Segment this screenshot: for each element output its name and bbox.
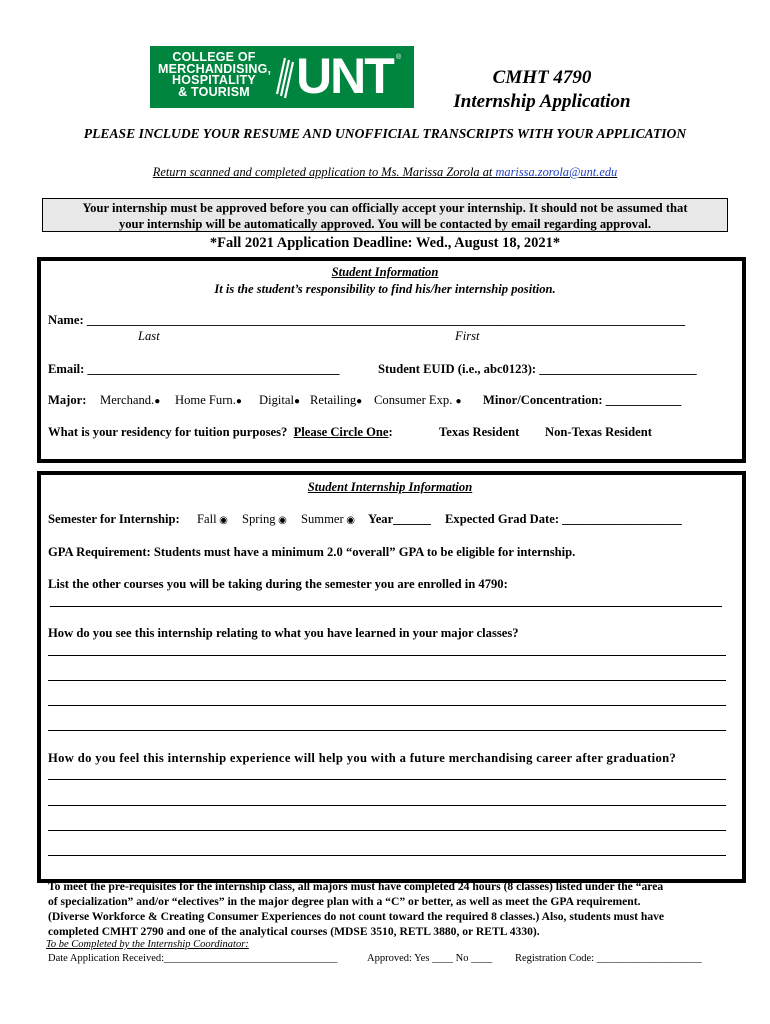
euid-field[interactable]: Student EUID (i.e., abc0123): _________________________ bbox=[378, 362, 697, 376]
semester-option-spring[interactable] bbox=[242, 512, 287, 527]
last-name-caption: Last bbox=[138, 329, 160, 343]
major-option-merchandising[interactable] bbox=[100, 393, 160, 408]
relate-question: How do you see this internship relating to what you have learned in your major classes? bbox=[48, 626, 519, 640]
logo-line: & TOURISM bbox=[178, 84, 250, 99]
semester-label: Semester for Internship: bbox=[48, 512, 180, 526]
major-option-consumer-exp[interactable] bbox=[374, 393, 462, 408]
date-received-field[interactable]: Date Application Received:_________________________________ bbox=[48, 953, 338, 964]
checkbox-icon[interactable]: ● bbox=[293, 396, 301, 407]
unt-logo bbox=[150, 46, 414, 108]
career-question: How do you feel this internship experience will help you with a future merchandising career after graduation? bbox=[48, 751, 677, 765]
approval-line: Your internship must be approved before you can officially accept your internship. It should not be assumed that bbox=[82, 201, 688, 215]
residency-question-text: What is your residency for tuition purposes? bbox=[48, 425, 288, 439]
answer-line[interactable] bbox=[48, 655, 726, 656]
internship-info-section bbox=[37, 471, 746, 883]
student-info-heading: Student Information bbox=[331, 265, 439, 279]
semester-option-summer[interactable] bbox=[301, 512, 355, 527]
semester-option-fall[interactable] bbox=[197, 512, 228, 527]
form-title bbox=[445, 66, 639, 114]
name-field[interactable]: Name: _______________________________________________________________________________________________ bbox=[48, 313, 686, 327]
major-option-label: Home Furn. bbox=[175, 393, 236, 407]
first-name-caption: First bbox=[455, 329, 480, 343]
residency-colon: : bbox=[388, 425, 393, 439]
major-option-label: Merchand. bbox=[100, 393, 155, 407]
answer-line[interactable] bbox=[48, 705, 726, 706]
prereq-line: (Diverse Workforce & Creating Consumer Experiences do not count toward the required 8 classes.) Also, students must have bbox=[48, 910, 665, 923]
checkbox-icon[interactable]: ● bbox=[235, 396, 242, 407]
internship-info-heading: Student Internship Information bbox=[307, 480, 473, 494]
checkbox-icon[interactable]: ◉ bbox=[275, 515, 287, 526]
other-courses-question: List the other courses you will be taking during the semester you are enrolled in 4790: bbox=[48, 577, 508, 591]
minor-field[interactable]: Minor/Concentration: ____________ bbox=[483, 393, 682, 407]
checkbox-icon[interactable]: ● bbox=[154, 396, 161, 407]
answer-line[interactable] bbox=[48, 730, 726, 731]
prereq-line: completed CMHT 2790 and one of the analytical courses (MDSE 3510, RETL 3880, or RETL 4330). bbox=[48, 925, 540, 938]
course-code: CMHT 4790 bbox=[492, 67, 592, 88]
major-label: Major: bbox=[48, 393, 87, 407]
semester-option-label: Fall bbox=[197, 512, 217, 526]
unt-wordmark: UNT bbox=[296, 48, 393, 104]
semester-option-label: Summer bbox=[301, 512, 344, 526]
logo-line: MERCHANDISING, bbox=[158, 61, 272, 76]
approved-field[interactable]: Approved: Yes ____ No ____ bbox=[367, 953, 493, 964]
registered-mark: ® bbox=[396, 54, 402, 61]
logo-line: HOSPITALITY bbox=[172, 73, 256, 87]
logo-line: COLLEGE OF bbox=[172, 50, 256, 64]
circle-one-instruction: Please Circle One bbox=[293, 425, 389, 439]
student-info-subheading: It is the student’s responsibility to find his/her internship position. bbox=[214, 282, 556, 296]
form-name: Internship Application bbox=[453, 91, 631, 112]
registration-code-field[interactable]: Registration Code: ____________________ bbox=[515, 953, 702, 964]
email-field[interactable]: Email: ________________________________________ bbox=[48, 362, 340, 376]
approval-notice bbox=[42, 198, 728, 232]
checkbox-icon[interactable]: ● bbox=[455, 396, 462, 407]
answer-line[interactable] bbox=[48, 680, 726, 681]
email-link[interactable]: marissa.zorola@unt.edu bbox=[495, 165, 618, 179]
major-option-digital[interactable] bbox=[259, 393, 300, 408]
major-option-label: Retailing bbox=[310, 393, 357, 407]
semester-option-label: Spring bbox=[242, 512, 276, 526]
major-option-label: Consumer Exp. bbox=[374, 393, 453, 407]
prereq-line: of specialization” and/or “electives” in the major degree plan with a “C” or better, as well as meet the GPA requirement. bbox=[48, 895, 641, 908]
expected-grad-date-field[interactable]: Expected Grad Date: ___________________ bbox=[445, 512, 682, 526]
answer-line[interactable] bbox=[48, 805, 726, 806]
checkbox-icon[interactable]: ◉ bbox=[343, 515, 355, 526]
texas-resident-option[interactable]: Texas Resident bbox=[439, 425, 520, 439]
answer-line[interactable] bbox=[48, 779, 726, 780]
college-name bbox=[158, 52, 270, 98]
approval-line: your internship will be automatically approved. You will be contacted by email regarding approval. bbox=[118, 217, 652, 231]
checkbox-icon[interactable]: ● bbox=[356, 396, 363, 407]
eagle-mark-icon bbox=[275, 54, 295, 100]
year-field[interactable]: Year______ bbox=[368, 512, 431, 526]
deadline: *Fall 2021 Application Deadline: Wed., August 18, 2021* bbox=[209, 235, 561, 251]
gpa-requirement: GPA Requirement: Students must have a minimum 2.0 “overall” GPA to be eligible for internship. bbox=[48, 545, 576, 559]
include-notice: PLEASE INCLUDE YOUR RESUME AND UNOFFICIAL TRANSCRIPTS WITH YOUR APPLICATION bbox=[83, 126, 687, 141]
major-option-home-furnishings[interactable] bbox=[175, 393, 242, 408]
non-texas-resident-option[interactable]: Non-Texas Resident bbox=[545, 425, 652, 439]
major-option-label: Digital bbox=[259, 393, 294, 407]
answer-line[interactable] bbox=[48, 855, 726, 856]
answer-line[interactable] bbox=[48, 830, 726, 831]
return-instructions bbox=[0, 165, 770, 180]
answer-line[interactable] bbox=[50, 606, 722, 607]
major-option-retailing[interactable] bbox=[310, 393, 362, 408]
return-text: Return scanned and completed application to Ms. Marissa Zorola at bbox=[152, 165, 496, 179]
prereq-line: To meet the pre-requisites for the internship class, all majors must have completed 24 hours (8 classes) listed under the “area bbox=[48, 880, 664, 893]
coordinator-heading: To be Completed by the Internship Coordinator: bbox=[46, 939, 249, 950]
checkbox-icon[interactable]: ◉ bbox=[216, 515, 228, 526]
residency-question bbox=[48, 425, 393, 440]
